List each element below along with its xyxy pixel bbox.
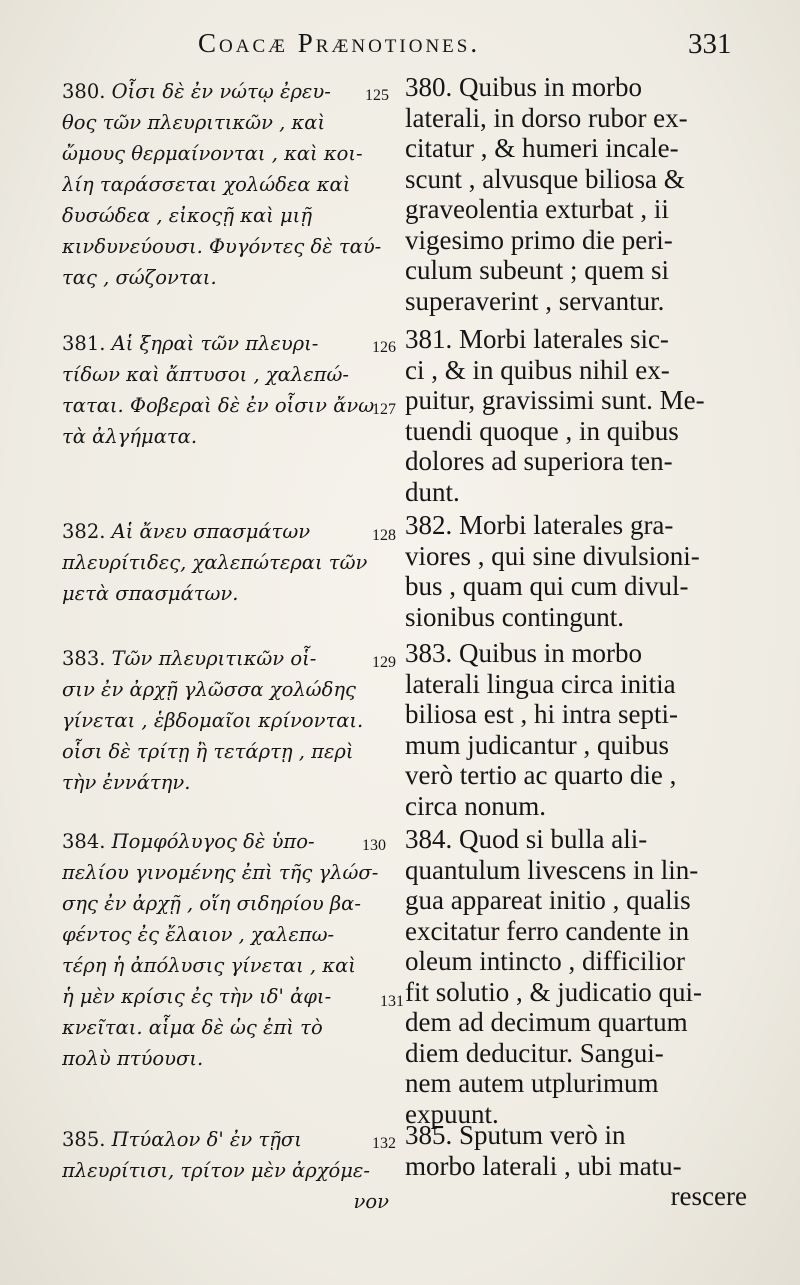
running-title: Coacæ Prænotiones.	[198, 28, 481, 58]
text-line: Πτύαλον δ' ἐν τῇσι	[111, 1128, 302, 1151]
text-line: fit solutio , & judicatio qui-	[405, 976, 702, 1007]
text-line: circa nonum.	[405, 790, 546, 821]
latin-entry-385	[405, 1120, 765, 1212]
text-line: viores , qui sine divulsioni-	[405, 540, 700, 571]
text-line: biliosa est , hi intra septi-	[405, 699, 678, 729]
entry-number: 385.	[405, 1120, 453, 1150]
entry-number: 383.	[62, 647, 106, 670]
text-line: oleum intincto , difficilior	[405, 946, 685, 976]
entry-number: 382.	[405, 510, 453, 540]
text-line: μετὰ σπασμάτων.	[62, 582, 239, 605]
text-line: πλευρίτιδες, χαλεπώτεραι τῶν	[62, 551, 368, 574]
text-line: τὰ ἀλγήματα.	[62, 425, 198, 448]
margin-marker: 128	[372, 527, 396, 544]
text-line: sionibus contingunt.	[405, 601, 625, 632]
margin-marker: 131	[380, 993, 404, 1010]
text-line: excitatur ferro candente in	[405, 915, 690, 946]
entry-number: 384.	[62, 830, 106, 853]
running-head	[0, 28, 800, 68]
text-line: φέντος ἐς ἔλαιον , χαλεπω-	[62, 923, 335, 946]
text-line: Quod si bulla ali-	[459, 824, 648, 854]
text-line: verò tertio ac quarto die ,	[405, 760, 677, 790]
text-line: ἡ μὲν κρίσις ἐς τὴν ιδ' ἀφι-	[62, 985, 332, 1008]
text-line: κινδυνεύουσι. Φυγόντες δὲ ταύ-	[62, 235, 382, 258]
text-line: bus , quam qui cum divul-	[405, 571, 689, 601]
text-line: Morbi laterales gra-	[459, 510, 674, 540]
latin-entry-383	[405, 638, 765, 821]
text-line: ὤμους θερμαίνονται , καὶ κοι-	[62, 142, 363, 165]
text-line: dolores ad superiora ten-	[405, 446, 673, 476]
text-line: expuunt.	[405, 1098, 499, 1129]
text-line: Sputum verò in	[459, 1120, 626, 1150]
text-line: graveolentia exturbat , ii	[405, 194, 669, 224]
text-line: nem autem utplurimum	[405, 1068, 659, 1098]
entry-number: 380.	[62, 80, 106, 103]
latin-entry-384	[405, 824, 765, 1129]
text-line: τὴν ἐννάτην.	[62, 771, 191, 794]
text-line: scunt , alvusque biliosa &	[405, 163, 685, 194]
text-line: Αἱ ἄνευ σπασμάτων	[111, 520, 311, 543]
text-line: mum judicantur , quibus	[405, 729, 669, 760]
greek-entry-380	[62, 76, 407, 293]
greek-entry-385	[62, 1124, 407, 1217]
text-line: dunt.	[405, 476, 460, 507]
text-line: θος τῶν πλευριτικῶν , καὶ	[62, 111, 326, 134]
text-line: οἷσι δὲ τρίτῃ ἢ τετάρτῃ , περὶ	[62, 740, 354, 763]
greek-entry-384	[62, 826, 407, 1074]
text-line: τας , σώζονται.	[62, 266, 217, 289]
text-line: λίη ταράσσεται χολώδεα καὶ	[62, 173, 351, 196]
latin-entry-382	[405, 510, 765, 632]
text-line: ταται. Φοβεραὶ δὲ ἐν οἷσιν ἄνω	[62, 394, 375, 417]
text-line: vigesimo primo die peri-	[405, 224, 673, 255]
text-line: κνεῖται. αἷμα δὲ ὡς ἐπὶ τὸ	[62, 1016, 323, 1039]
text-line: Πομφόλυγος δὲ ὑπο-	[111, 830, 315, 853]
text-line: superaverint , servantur.	[405, 285, 665, 316]
text-line: diem deducitur. Sangui-	[405, 1037, 664, 1068]
greek-entry-381	[62, 328, 407, 452]
text-line: tuendi quoque , in quibus	[405, 415, 679, 446]
entry-number: 382.	[62, 520, 106, 543]
margin-marker: 130	[362, 837, 386, 854]
entry-number: 385.	[62, 1128, 106, 1151]
text-line: πλευρίτισι, τρίτον μὲν ἀρχόμε-	[62, 1159, 370, 1182]
text-line: laterali, in dorso rubor ex-	[405, 102, 688, 133]
text-line: gua appareat initio , qualis	[405, 885, 691, 915]
text-line: dem ad decimum quartum	[405, 1007, 688, 1037]
text-line: morbo laterali , ubi matu-	[405, 1150, 682, 1181]
margin-marker: 129	[372, 654, 396, 671]
margin-marker: 132	[372, 1135, 396, 1152]
greek-entry-383	[62, 643, 407, 798]
text-line: citatur , & humeri incale-	[405, 133, 679, 163]
text-line: Αἱ ξηραὶ τῶν πλευρι-	[111, 332, 319, 355]
greek-entry-382	[62, 516, 407, 609]
text-line: πελίου γινομένης ἐπὶ τῆς γλώσ-	[62, 861, 379, 884]
text-line: quantulum livescens in lin-	[405, 854, 699, 885]
text-line: ci , & in quibus nihil ex-	[405, 354, 670, 385]
text-line: Morbi laterales sic-	[459, 324, 669, 354]
page-number: 331	[688, 28, 732, 60]
text-line: δυσώδεα , εἰκοςῇ καὶ μιῇ	[62, 204, 313, 227]
entry-number: 380.	[405, 72, 453, 102]
latin-entry-380	[405, 72, 765, 316]
margin-marker: 126	[372, 339, 396, 356]
text-line: puitur, gravissimi sunt. Me-	[405, 385, 705, 415]
entry-number: 381.	[405, 324, 453, 354]
text-line: σιν ἐν ἀρχῇ γλῶσσα χολώδης	[62, 678, 356, 701]
latin-entry-381	[405, 324, 765, 507]
text-line: Τῶν πλευριτικῶν οἷ-	[111, 647, 317, 670]
text-line: Quibus in morbo	[459, 72, 643, 102]
entry-number: 381.	[62, 332, 106, 355]
text-line: Quibus in morbo	[459, 638, 643, 668]
text-line: Οἷσι δὲ ἐν νώτῳ ἐρευ-	[111, 80, 331, 103]
text-line: laterali lingua circa initia	[405, 668, 676, 699]
text-line: τίδων καὶ ἄπτυσοι , χαλεπώ-	[62, 363, 349, 386]
text-line: γίνεται , ἑβδομαῖοι κρίνονται.	[62, 709, 364, 732]
text-line: σης ἐν ἀρχῇ , οἵη σιδηρίου βα-	[62, 892, 361, 915]
text-line: νον	[353, 1190, 389, 1213]
entry-number: 383.	[405, 638, 453, 668]
margin-marker: 127	[372, 401, 396, 418]
entry-number: 384.	[405, 824, 453, 854]
margin-marker: 125	[365, 87, 389, 104]
text-line: culum subeunt ; quem si	[405, 255, 669, 285]
text-line: πολὺ πτύουσι.	[62, 1047, 204, 1070]
text-line: rescere	[670, 1181, 747, 1211]
text-line: τέρη ἡ ἀπόλυσις γίνεται , καὶ	[62, 954, 356, 977]
